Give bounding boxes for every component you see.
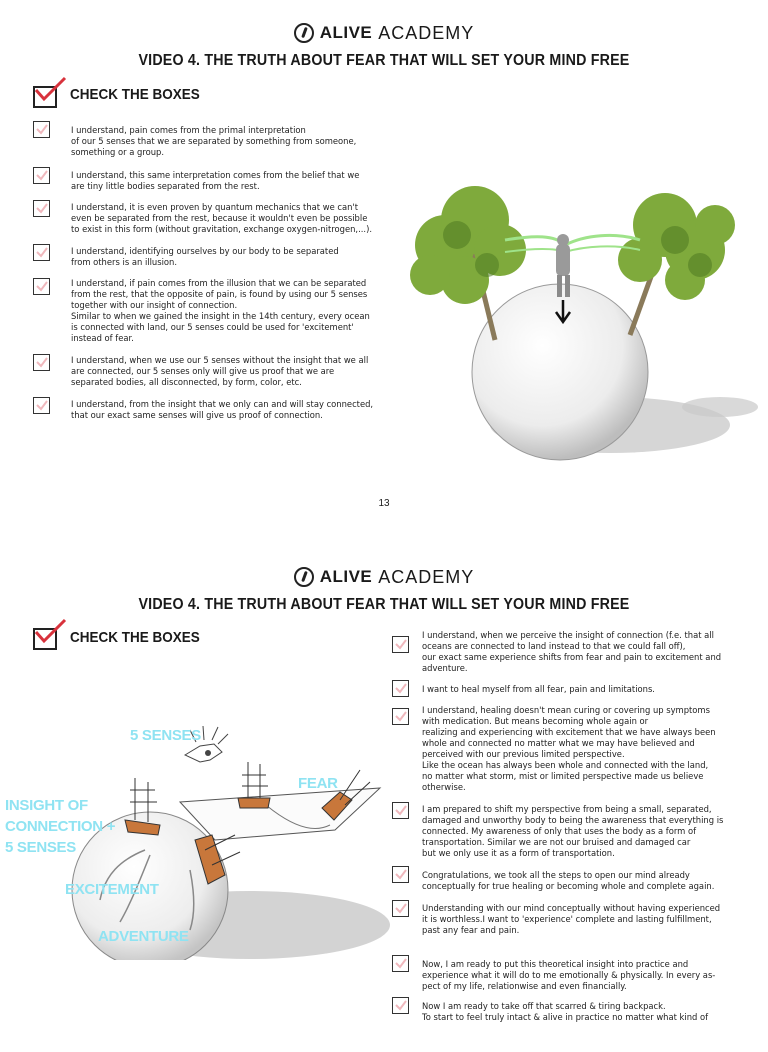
label-excitement: EXCITEMENT — [65, 881, 159, 898]
checklist-item: I understand, pain comes from the primal interpretation of our 5 senses that we are separated by something from someone, something or a group. — [71, 125, 357, 157]
label-insight-of-connection: INSIGHT OF CONNECTION + 5 SENSES — [5, 797, 116, 856]
checklist-item: Now, I am ready to put this theoretical insight into practice and experience what it will do to me emotionally & physically. In every as- pect of my life, relationwise and even financially. — [422, 959, 716, 991]
checklist-item: Understanding with our mind conceptually without having experienced it is worthless.I want to 'experience' complete and lasting fulfillment, past any fear and pain. — [422, 903, 721, 935]
checklist-item: I understand, when we use our 5 senses without the insight that we all are connected, our 5 senses only will give us proof that we are separated bodies, all disconnected, by form, color, etc. — [71, 355, 369, 387]
section-checkmark-icon — [33, 628, 57, 650]
checkbox[interactable] — [392, 997, 409, 1014]
brand-academy: ACADEMY — [378, 566, 475, 587]
brand-alive: ALIVE — [319, 23, 373, 42]
page-title: VIDEO 4. THE TRUTH ABOUT FEAR THAT WILL SET YOUR MIND FREE — [138, 596, 630, 613]
checklist-item: I understand, it is even proven by quantum mechanics that we can't even be separated from the rest, because it wouldn't even be possible to exist in this form (without gravitation, exchange oxygen-nitrogen,...). — [71, 202, 372, 234]
checklist-item: Congratulations, we took all the steps to open our mind already conceptually for true healing or becoming whole and complete again. — [422, 870, 715, 891]
page-title: VIDEO 4. THE TRUTH ABOUT FEAR THAT WILL SET YOUR MIND FREE — [138, 52, 630, 69]
checklist-item: Now I am ready to take off that scarred & tiring backpack. To start to feel truly intact & alive in practice no matter what kind of — [422, 1001, 709, 1022]
label-adventure: ADVENTURE — [98, 928, 189, 945]
checklist-item: I understand, if pain comes from the illusion that we can be separated from the rest, that the opposite of pain, is found by using our 5 senses together with our insight of connection. Similar to when we gained the insight in the 14th century, every ocean is connected with land, our 5 senses could be used for 'excitement' instead of fear. — [71, 278, 370, 343]
checkbox[interactable] — [33, 121, 50, 138]
page-13 — [0, 0, 768, 512]
checklist-item: I want to heal myself from all fear, pain and limitations. — [422, 684, 655, 694]
page-number: 13 — [378, 498, 390, 509]
checklist-item: I understand, when we perceive the insight of connection (f.e. that all oceans are connected to land instead to that we could fall off), our exact same experience shifts from fear and pain to excitement and adventure. — [422, 630, 722, 673]
checklist-item: I am prepared to shift my perspective from being a small, separated, damaged and unworthy body to being the awareness that everything is connected. My awareness of only that uses the body as a form of transportation. Similar we are not our bruised and damaged car but we only use it as a form of transportation. — [422, 804, 724, 858]
section-checkmark-icon — [33, 86, 57, 108]
checklist-item: I understand, from the insight that we only can and will stay connected, that our exact same senses will give us proof of connection. — [71, 399, 374, 420]
section-heading: CHECK THE BOXES — [70, 629, 200, 646]
brand-header — [0, 564, 768, 590]
brand-alive: ALIVE — [319, 567, 373, 586]
checkbox[interactable] — [392, 900, 409, 917]
checkbox[interactable] — [392, 955, 409, 972]
label-5-senses: 5 SENSES — [130, 727, 201, 744]
checkbox[interactable] — [392, 636, 409, 653]
checkbox[interactable] — [392, 866, 409, 883]
checkbox[interactable] — [33, 397, 50, 414]
alive-logo-icon — [294, 567, 314, 587]
page-14 — [0, 540, 768, 1052]
checkbox[interactable] — [33, 167, 50, 184]
checkbox[interactable] — [33, 200, 50, 217]
connected-earth-illustration — [395, 140, 768, 470]
checkbox[interactable] — [392, 680, 409, 697]
alive-logo-icon — [294, 23, 314, 43]
page-separator — [0, 512, 768, 540]
checkbox[interactable] — [33, 244, 50, 261]
checkbox[interactable] — [33, 278, 50, 295]
section-heading: CHECK THE BOXES — [70, 86, 200, 103]
brand-academy: ACADEMY — [378, 22, 475, 43]
checkbox[interactable] — [33, 354, 50, 371]
checkbox[interactable] — [392, 802, 409, 819]
checklist-item: I understand, healing doesn't mean curing or covering up symptoms with medication. But means becoming whole again or realizing and experiencing with excitement that we have always been whole and connected no matter what we may have believed and perceived with our previous limited perspective. Like the ocean has always been whole and connected with the land, no matter what storm, mist or limited perspective made us believe otherwise. — [422, 705, 716, 792]
checkbox[interactable] — [392, 708, 409, 725]
checklist-item: I understand, this same interpretation comes from the belief that we are tiny little bodies separated from the rest. — [71, 170, 360, 191]
brand-header — [0, 20, 768, 46]
label-fear: FEAR — [298, 775, 338, 792]
checklist-item: I understand, identifying ourselves by our body to be separated from others is an illusion. — [71, 246, 339, 267]
